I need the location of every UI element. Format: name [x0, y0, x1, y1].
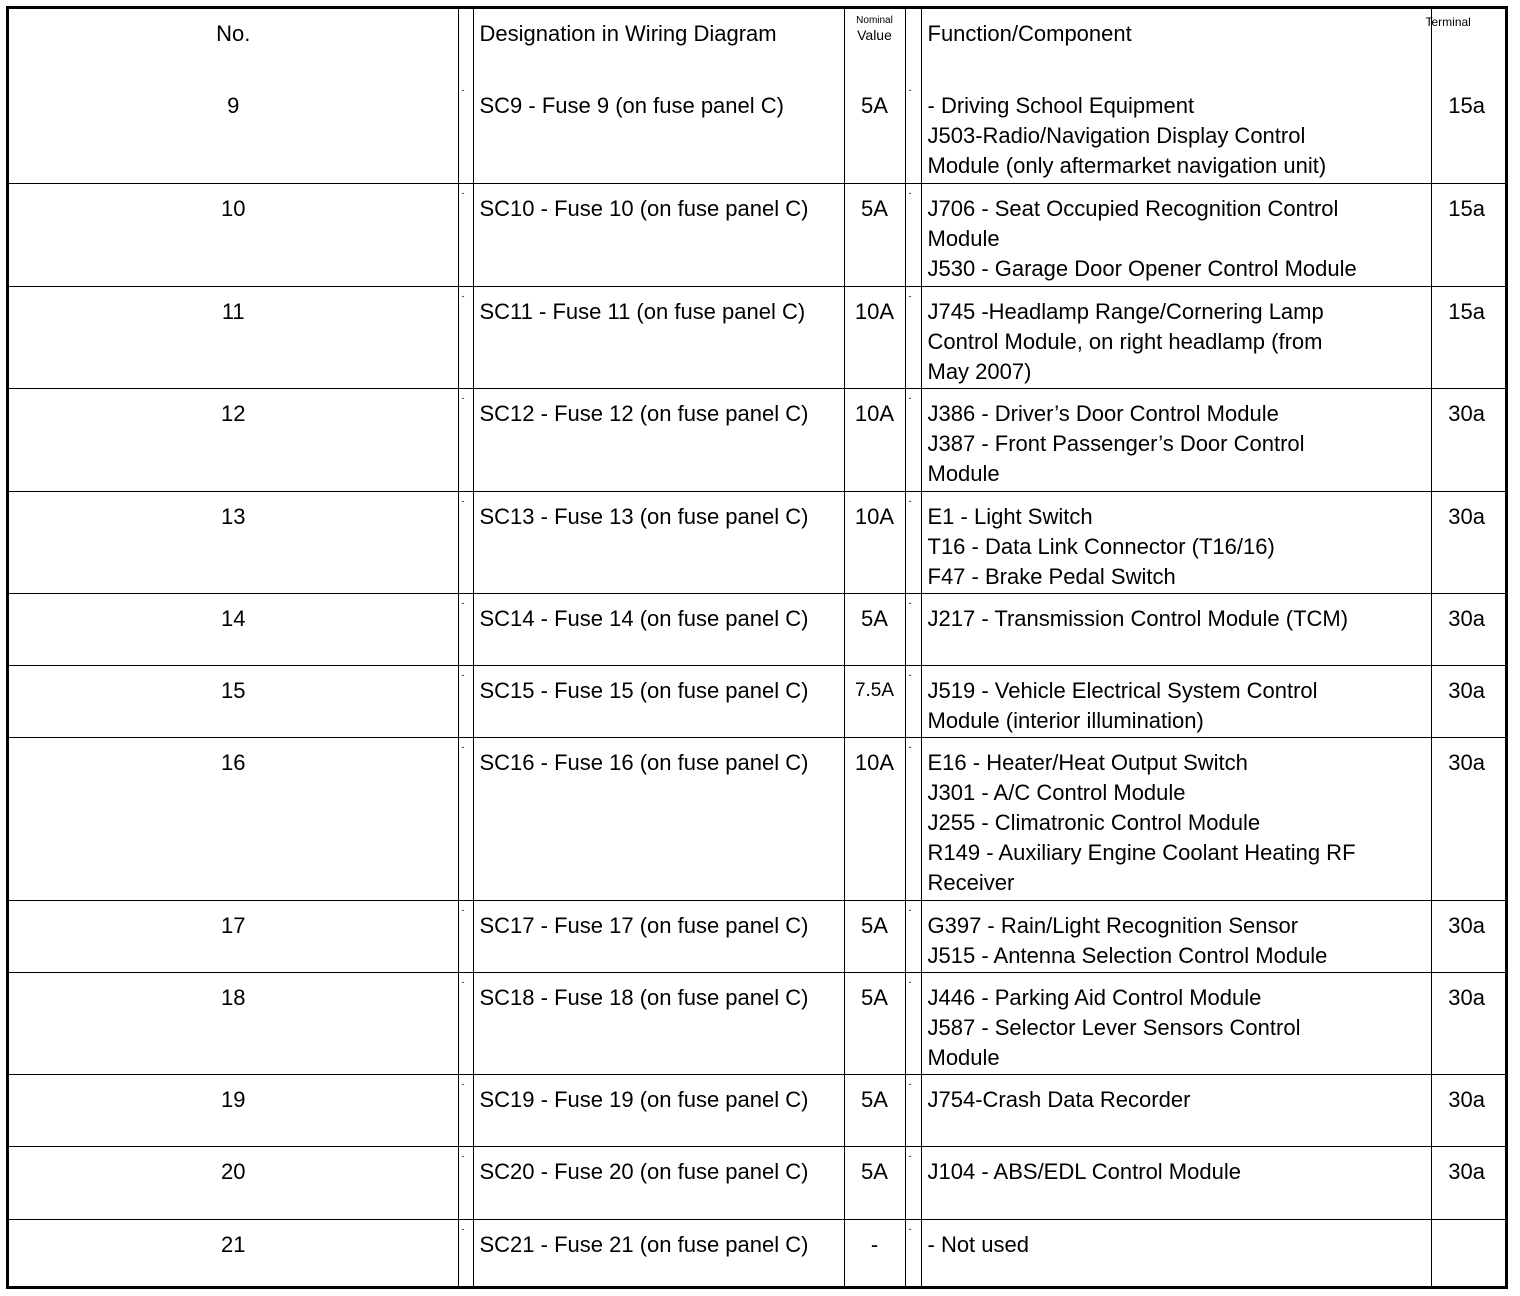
gap-mark: -	[461, 976, 465, 987]
gap-cell-2	[905, 388, 921, 491]
row-number: 12	[9, 388, 458, 491]
row-nominal-value: 5A	[844, 81, 905, 183]
gap-mark: -	[908, 904, 912, 915]
gap-cell-2	[905, 1074, 921, 1146]
function-line: J754-Crash Data Recorder	[927, 1086, 1191, 1112]
function-line: Module (only aftermarket navigation unit)	[927, 153, 1327, 178]
row-nominal-value: 5A	[844, 183, 905, 286]
row-number: 13	[9, 491, 458, 593]
row-number: 16	[9, 737, 458, 900]
gap-cell-2	[905, 286, 921, 388]
gap-mark: -	[908, 1150, 912, 1161]
row-function-component	[921, 593, 1431, 665]
function-line: May 2007)	[927, 358, 1032, 384]
row-function-component	[921, 737, 1431, 900]
gap-mark: -	[461, 85, 465, 95]
row-nominal-value: 10A	[844, 286, 905, 388]
gap-mark: -	[908, 1078, 912, 1089]
gap-cell-2	[905, 1146, 921, 1219]
function-line: J515 - Antenna Selection Control Module	[927, 942, 1328, 968]
gap-mark: -	[908, 495, 912, 506]
row-number: 10	[9, 183, 458, 286]
row-function-component	[921, 81, 1431, 183]
function-line: J104 - ABS/EDL Control Module	[927, 1158, 1241, 1184]
gap-cell-1	[458, 1219, 473, 1289]
header-function: Function/Component	[921, 9, 1431, 81]
row-terminal: 30a	[1431, 491, 1505, 593]
gap-cell-1	[458, 491, 473, 593]
row-function-component	[921, 900, 1431, 972]
function-line: - Driving School Equipment	[927, 93, 1195, 118]
row-nominal-value: 10A	[844, 737, 905, 900]
table-row	[9, 972, 1505, 1074]
row-nominal-value: 10A	[844, 491, 905, 593]
gap-cell-2	[905, 593, 921, 665]
row-terminal	[1431, 1219, 1505, 1289]
table-row	[9, 183, 1505, 286]
row-function-component	[921, 183, 1431, 286]
row-number: 14	[9, 593, 458, 665]
gap-mark: -	[461, 1150, 465, 1161]
row-terminal: 15a	[1431, 81, 1505, 183]
gap-mark: -	[908, 976, 912, 987]
row-designation: SC20 - Fuse 20 (on fuse panel C)	[473, 1146, 844, 1219]
fuse-table	[9, 9, 1505, 1289]
row-number: 15	[9, 665, 458, 737]
row-terminal: 30a	[1431, 665, 1505, 737]
gap-cell-2	[905, 972, 921, 1074]
function-line: Module (interior illumination)	[927, 707, 1204, 733]
gap-cell-1	[458, 1074, 473, 1146]
row-terminal: 15a	[1431, 183, 1505, 286]
gap-cell-1	[458, 183, 473, 286]
row-number: 21	[9, 1219, 458, 1289]
row-nominal-value: 5A	[844, 972, 905, 1074]
row-number: 11	[9, 286, 458, 388]
function-line: J519 - Vehicle Electrical System Control	[927, 677, 1318, 703]
gap-cell-1	[458, 900, 473, 972]
function-line: J446 - Parking Aid Control Module	[927, 984, 1262, 1010]
row-function-component	[921, 491, 1431, 593]
header-gap-1	[458, 9, 473, 81]
row-designation: SC14 - Fuse 14 (on fuse panel C)	[473, 593, 844, 665]
row-number: 17	[9, 900, 458, 972]
function-line: Control Module, on right headlamp (from	[927, 328, 1323, 354]
function-line: J255 - Climatronic Control Module	[927, 809, 1261, 835]
gap-cell-1	[458, 286, 473, 388]
function-line: F47 - Brake Pedal Switch	[927, 563, 1176, 589]
table-row	[9, 388, 1505, 491]
row-terminal: 30a	[1431, 1074, 1505, 1146]
function-line: J387 - Front Passenger’s Door Control	[927, 430, 1305, 456]
gap-mark: -	[461, 392, 465, 403]
table-row	[9, 286, 1505, 388]
gap-cell-2	[905, 81, 921, 183]
row-designation: SC12 - Fuse 12 (on fuse panel C)	[473, 388, 844, 491]
row-function-component	[921, 665, 1431, 737]
row-designation: SC17 - Fuse 17 (on fuse panel C)	[473, 900, 844, 972]
function-line: G397 - Rain/Light Recognition Sensor	[927, 912, 1299, 938]
gap-cell-1	[458, 665, 473, 737]
header-nominal-line1: Nominal	[856, 15, 893, 26]
header-nominal-line2: Value	[857, 27, 892, 43]
row-designation: SC19 - Fuse 19 (on fuse panel C)	[473, 1074, 844, 1146]
gap-mark: -	[461, 187, 465, 198]
gap-mark: -	[461, 904, 465, 915]
row-function-component	[921, 1074, 1431, 1146]
table-row	[9, 1074, 1505, 1146]
row-designation: SC18 - Fuse 18 (on fuse panel C)	[473, 972, 844, 1074]
function-line: J217 - Transmission Control Module (TCM)	[927, 605, 1349, 631]
table-row	[9, 593, 1505, 665]
table-row	[9, 665, 1505, 737]
gap-mark: -	[908, 392, 912, 403]
gap-cell-2	[905, 665, 921, 737]
row-terminal: 30a	[1431, 900, 1505, 972]
function-line: E16 - Heater/Heat Output Switch	[927, 749, 1248, 775]
row-designation: SC11 - Fuse 11 (on fuse panel C)	[473, 286, 844, 388]
row-designation: SC13 - Fuse 13 (on fuse panel C)	[473, 491, 844, 593]
row-number: 9	[9, 81, 458, 183]
gap-mark: -	[461, 1078, 465, 1089]
gap-mark: -	[908, 597, 912, 608]
gap-cell-2	[905, 183, 921, 286]
table-body	[9, 81, 1505, 1289]
function-line: E1 - Light Switch	[927, 503, 1093, 529]
gap-cell-2	[905, 1219, 921, 1289]
gap-cell-1	[458, 593, 473, 665]
row-designation: SC16 - Fuse 16 (on fuse panel C)	[473, 737, 844, 900]
header-gap-2	[905, 9, 921, 81]
row-designation: SC21 - Fuse 21 (on fuse panel C)	[473, 1219, 844, 1289]
gap-cell-1	[458, 81, 473, 183]
row-number: 20	[9, 1146, 458, 1219]
row-designation: SC10 - Fuse 10 (on fuse panel C)	[473, 183, 844, 286]
fuse-table-frame	[6, 6, 1508, 1289]
row-nominal-value: 5A	[844, 1074, 905, 1146]
row-nominal-value: 5A	[844, 1146, 905, 1219]
row-function-component	[921, 1219, 1431, 1289]
row-terminal: 30a	[1431, 1146, 1505, 1219]
function-line: - Not used	[927, 1231, 1029, 1257]
row-function-component	[921, 972, 1431, 1074]
header-designation: Designation in Wiring Diagram	[473, 9, 844, 81]
row-number: 19	[9, 1074, 458, 1146]
row-nominal-value: -	[844, 1219, 905, 1289]
row-function-component	[921, 388, 1431, 491]
function-line: J587 - Selector Lever Sensors Control	[927, 1014, 1301, 1040]
header-terminal	[1425, 9, 1505, 81]
function-line: J530 - Garage Door Opener Control Module	[927, 255, 1357, 281]
row-terminal: 30a	[1431, 593, 1505, 665]
row-number: 18	[9, 972, 458, 1074]
row-terminal: 30a	[1431, 737, 1505, 900]
gap-mark: -	[908, 187, 912, 198]
function-line: T16 - Data Link Connector (T16/16)	[927, 533, 1275, 559]
gap-mark: -	[908, 741, 912, 752]
function-line: J745 -Headlamp Range/Cornering Lamp	[927, 298, 1324, 324]
row-function-component	[921, 286, 1431, 388]
header-no: No.	[9, 9, 458, 81]
function-line: R149 - Auxiliary Engine Coolant Heating RF	[927, 839, 1356, 865]
gap-cell-1	[458, 1146, 473, 1219]
function-line: J706 - Seat Occupied Recognition Control	[927, 195, 1339, 221]
gap-mark: -	[908, 85, 912, 95]
gap-mark: -	[461, 741, 465, 752]
gap-mark: -	[461, 669, 465, 680]
header-terminal-label: Terminal	[1425, 15, 1471, 29]
header-nominal-value	[844, 9, 905, 81]
row-terminal: 15a	[1431, 286, 1505, 388]
gap-cell-2	[905, 900, 921, 972]
table-row	[9, 81, 1505, 183]
function-line: J503-Radio/Navigation Display Control	[927, 123, 1306, 148]
gap-mark: -	[461, 1223, 465, 1234]
row-nominal-value: 5A	[844, 593, 905, 665]
table-row	[9, 491, 1505, 593]
function-line: Receiver	[927, 869, 1015, 895]
function-line: Module	[927, 460, 1000, 486]
function-line: Module	[927, 225, 1000, 251]
row-terminal: 30a	[1431, 388, 1505, 491]
row-nominal-value: 10A	[844, 388, 905, 491]
function-line: Module	[927, 1044, 1000, 1070]
row-terminal: 30a	[1431, 972, 1505, 1074]
table-row	[9, 1146, 1505, 1219]
table-row	[9, 737, 1505, 900]
gap-cell-1	[458, 737, 473, 900]
gap-cell-1	[458, 972, 473, 1074]
gap-mark: -	[908, 669, 912, 680]
gap-mark: -	[908, 290, 912, 301]
gap-cell-2	[905, 737, 921, 900]
gap-mark: -	[461, 290, 465, 301]
row-designation: SC9 - Fuse 9 (on fuse panel C)	[473, 81, 844, 183]
gap-cell-1	[458, 388, 473, 491]
row-nominal-value: 7.5A	[844, 665, 905, 737]
table-header-row	[9, 9, 1505, 81]
gap-mark: -	[908, 1223, 912, 1234]
table-row	[9, 1219, 1505, 1289]
gap-mark: -	[461, 495, 465, 506]
row-function-component	[921, 1146, 1431, 1219]
row-designation: SC15 - Fuse 15 (on fuse panel C)	[473, 665, 844, 737]
row-nominal-value: 5A	[844, 900, 905, 972]
table-row	[9, 900, 1505, 972]
function-line: J301 - A/C Control Module	[927, 779, 1186, 805]
gap-cell-2	[905, 491, 921, 593]
gap-mark: -	[461, 597, 465, 608]
function-line: J386 - Driver’s Door Control Module	[927, 400, 1279, 426]
